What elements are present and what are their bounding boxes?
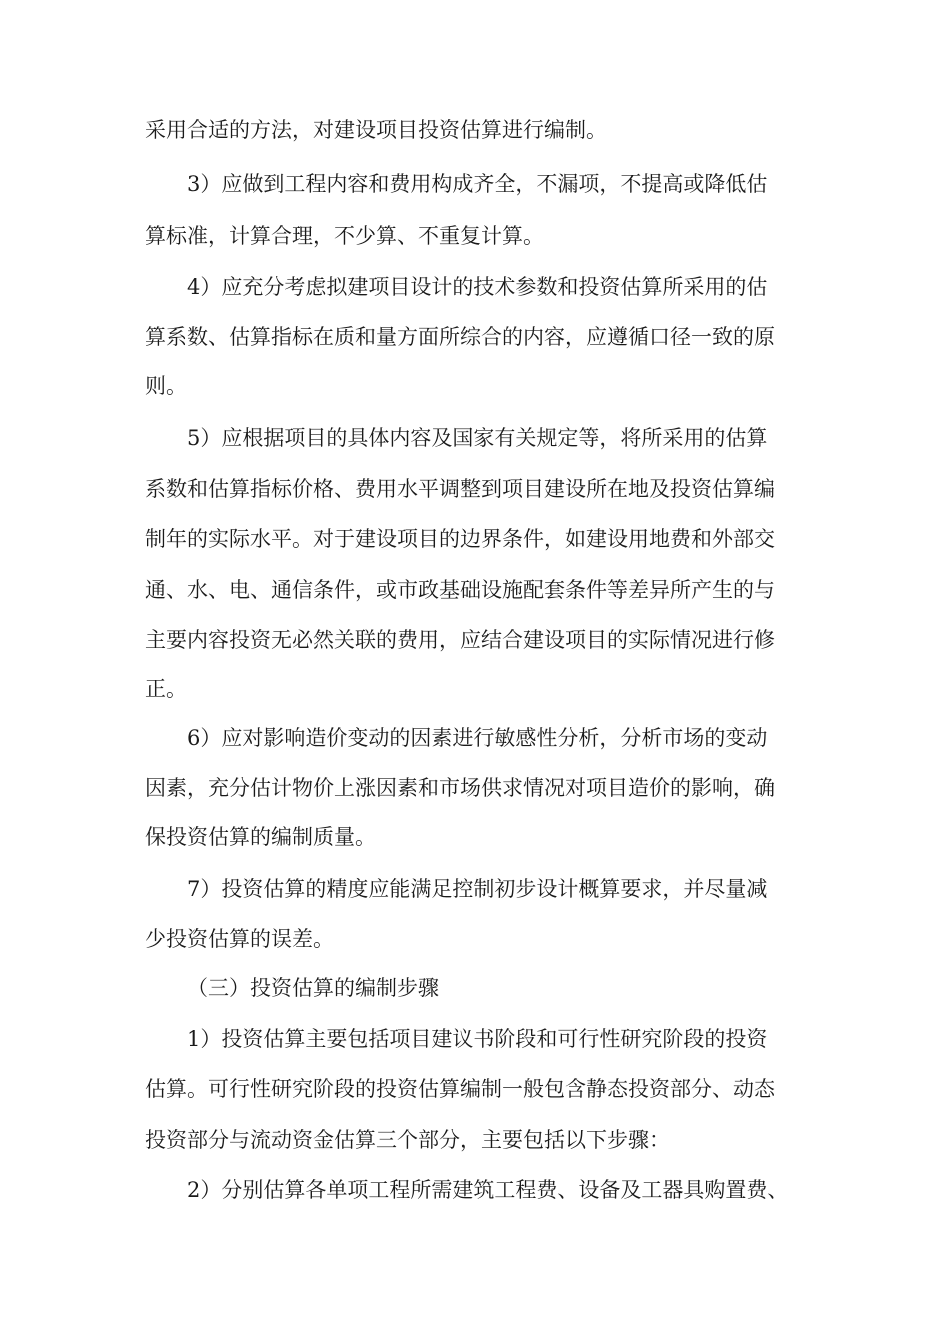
text-line: 正。: [145, 677, 187, 701]
text-line: 4）应充分考虑拟建项目设计的技术参数和投资估算所采用的估: [187, 275, 768, 299]
text-line: 1）投资估算主要包括项目建议书阶段和可行性研究阶段的投资: [187, 1027, 768, 1051]
text-line: 因素，充分估计物价上涨因素和市场供求情况对项目造价的影响，确: [145, 776, 775, 800]
text-line: 通、水、电、通信条件，或市政基础设施配套条件等差异所产生的与: [145, 578, 775, 602]
text-line: 主要内容投资无必然关联的费用，应结合建设项目的实际情况进行修: [145, 628, 775, 652]
text-line: 投资部分与流动资金估算三个部分，主要包括以下步骤：: [145, 1128, 670, 1152]
text-line: 制年的实际水平。对于建设项目的边界条件，如建设用地费和外部交: [145, 527, 775, 551]
text-line: 5）应根据项目的具体内容及国家有关规定等，将所采用的估算: [187, 426, 768, 450]
section-heading: （三）投资估算的编制步骤: [187, 976, 439, 1000]
text-line: 6）应对影响造价变动的因素进行敏感性分析，分析市场的变动: [187, 726, 768, 750]
text-line: 估算。可行性研究阶段的投资估算编制一般包含静态投资部分、动态: [145, 1077, 775, 1101]
text-line: 3）应做到工程内容和费用构成齐全，不漏项，不提高或降低估: [187, 172, 768, 196]
text-line: 2）分别估算各单项工程所需建筑工程费、设备及工器具购置费、: [187, 1178, 789, 1202]
text-line: 少投资估算的误差。: [145, 927, 334, 951]
text-line: 采用合适的方法，对建设项目投资估算进行编制。: [145, 118, 607, 142]
text-line: 7）投资估算的精度应能满足控制初步设计概算要求，并尽量减: [187, 877, 768, 901]
text-line: 算系数、估算指标在质和量方面所综合的内容，应遵循口径一致的原: [145, 325, 775, 349]
text-line: 保投资估算的编制质量。: [145, 825, 376, 849]
text-line: 则。: [145, 374, 187, 398]
text-line: 系数和估算指标价格、费用水平调整到项目建设所在地及投资估算编: [145, 477, 775, 501]
text-line: 算标准，计算合理，不少算、不重复计算。: [145, 224, 544, 248]
